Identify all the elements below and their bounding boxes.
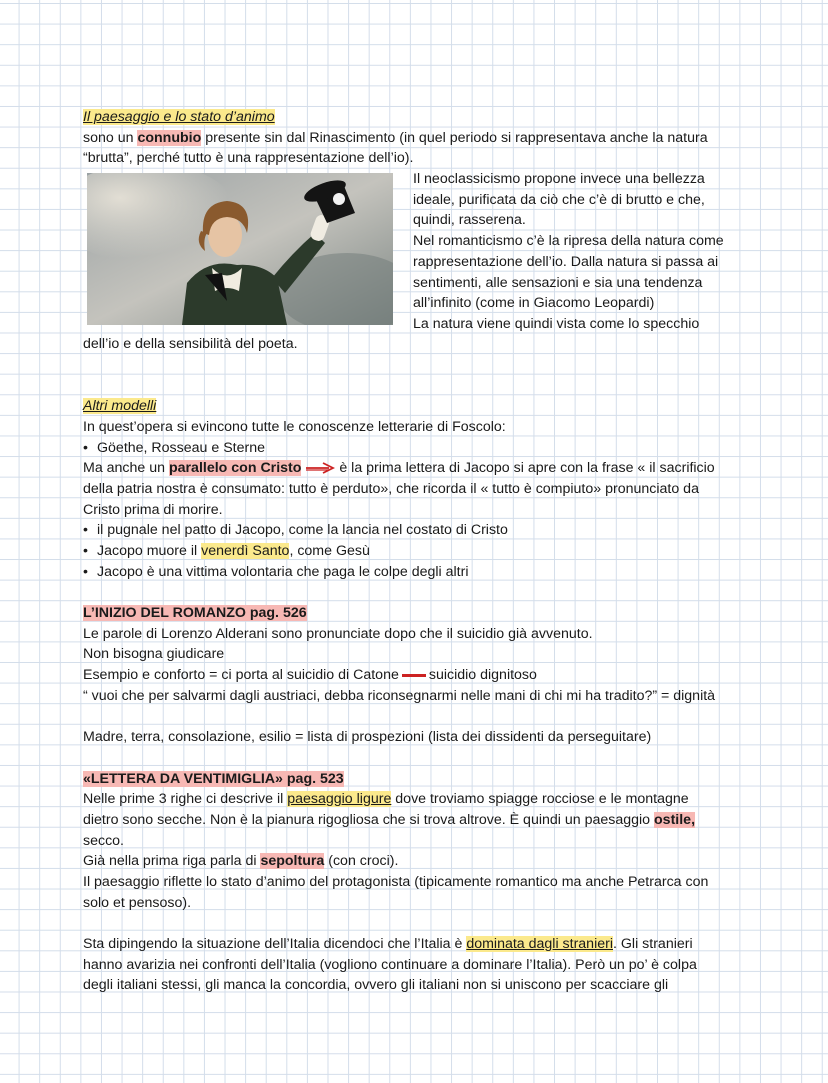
text-line: quindi, rasserena. (413, 212, 526, 229)
text-line: Nelle prime 3 righe ci descrive il paesaggio ligure dove troviamo spiagge rocciose e le montagne (83, 791, 689, 808)
bullet-icon: • (83, 522, 88, 539)
text-line: Già nella prima riga parla di sepoltura (con croci). (83, 853, 399, 870)
list-item: • Jacopo è una vittima volontaria che paga le colpe degli altri (83, 562, 748, 583)
text-line: “brutta”, perché tutto è una rappresentazione dell’io). (83, 150, 414, 167)
list-item: • Göethe, Rosseau e Sterne (83, 438, 748, 459)
text-line: all’infinito (come in Giacomo Leopardi) (413, 295, 655, 312)
dash-connector-icon (402, 674, 426, 677)
list-item: • Jacopo muore il venerdì Santo, come Gesù (83, 541, 748, 562)
text-line: dell’io e della sensibilità del poeta. (83, 336, 298, 353)
text-line: In quest’opera si evincono tutte le conoscenze letterarie di Foscolo: (83, 418, 506, 435)
text-line: Nel romanticismo c’è la ripresa della natura come (413, 233, 724, 250)
text-line: secco. (83, 832, 125, 849)
highlight-paesaggio-ligure: paesaggio ligure (287, 791, 392, 808)
text-line: solo et pensoso). (83, 894, 192, 911)
figure-row (83, 169, 748, 334)
text-line: Esempio e conforto = ci porta al suicidio di Catone suicidio dignitoso (83, 667, 537, 684)
section-title-paesaggio: Il paesaggio e lo stato d’animo (83, 109, 275, 125)
bullet-icon: • (83, 542, 88, 559)
figure-side-text (413, 169, 724, 334)
text-line: Cristo prima di morire. (83, 501, 223, 518)
section-title-altri-modelli: Altri modelli (83, 398, 157, 415)
bullet-icon: • (83, 439, 88, 456)
text-line: Le parole di Lorenzo Alderani sono pronunciate dopo che il suicidio già avvenuto. (83, 625, 593, 642)
highlight-connubio: connubio (137, 129, 202, 146)
text-line: La natura viene quindi vista come lo specchio (413, 315, 700, 332)
notes-page (83, 107, 748, 996)
highlight-parallelo: parallelo con Cristo (168, 460, 302, 477)
highlight-dominata: dominata dagli stranieri (466, 936, 613, 952)
text-line: della patria nostra è consumato: tutto è perduto», che ricorda il « tutto è compiuto» pronunciato da (83, 480, 699, 497)
text-line: Non bisogna giudicare (83, 646, 225, 663)
text-line: Il neoclassicismo propone invece una bellezza (413, 171, 705, 188)
text-line: Il paesaggio riflette lo stato d’animo del protagonista (tipicamente romantico ma anche Petrarca con (83, 873, 709, 890)
text-line: hanno avarizia nei confronti dell’Italia (vogliono continuare a dominare l’Italia). Però un po’ è colpa (83, 956, 697, 973)
section-heading-inizio: L’INIZIO DEL ROMANZO pag. 526 (83, 605, 307, 621)
text-line: sentimenti, alle sensazioni e sia una tendenza (413, 274, 703, 291)
text-line: “ vuoi che per salvarmi dagli austriaci, debba riconsegnarmi nelle mani di chi mi ha tradito?” = dignità (83, 687, 716, 704)
text-line: ideale, purificata da ciò che c’è di brutto e che, (413, 191, 705, 208)
romantic-portrait-image (87, 173, 393, 325)
highlight-sepoltura: sepoltura (260, 853, 325, 870)
highlight-ostile: ostile, (654, 811, 696, 828)
list-item: • il pugnale nel patto di Jacopo, come la lancia nel costato di Cristo (83, 520, 748, 541)
highlight-venerdi: venerdì Santo (201, 542, 290, 559)
text-line: Madre, terra, consolazione, esilio = lista di prospezioni (lista dei dissidenti da perseguitare) (83, 729, 652, 746)
text-line: Sta dipingendo la situazione dell’Italia dicendoci che l’Italia è dominata dagli stranieri. Gli stranieri (83, 936, 693, 952)
arrow-right-icon (305, 462, 335, 474)
text-line: Ma anche un parallelo con Cristo è la prima lettera di Jacopo si apre con la frase « il sacrificio (83, 460, 715, 477)
text-line: dietro sono secche. Non è la pianura rigogliosa che si trova altrove. È quindi un paesaggio ostile, (83, 811, 696, 828)
text-line: sono un connubio presente sin dal Rinascimento (in quel periodo si rappresentava anche la natura (83, 129, 708, 146)
text-line: degli italiani stessi, gli manca la concordia, ovvero gli italiani non si uniscono per scacciare gli (83, 977, 669, 994)
section-heading-ventimiglia: «LETTERA DA VENTIMIGLIA» pag. 523 (83, 770, 344, 787)
bullet-icon: • (83, 563, 88, 580)
text-line: rappresentazione dell’io. Dalla natura si passa ai (413, 253, 719, 270)
